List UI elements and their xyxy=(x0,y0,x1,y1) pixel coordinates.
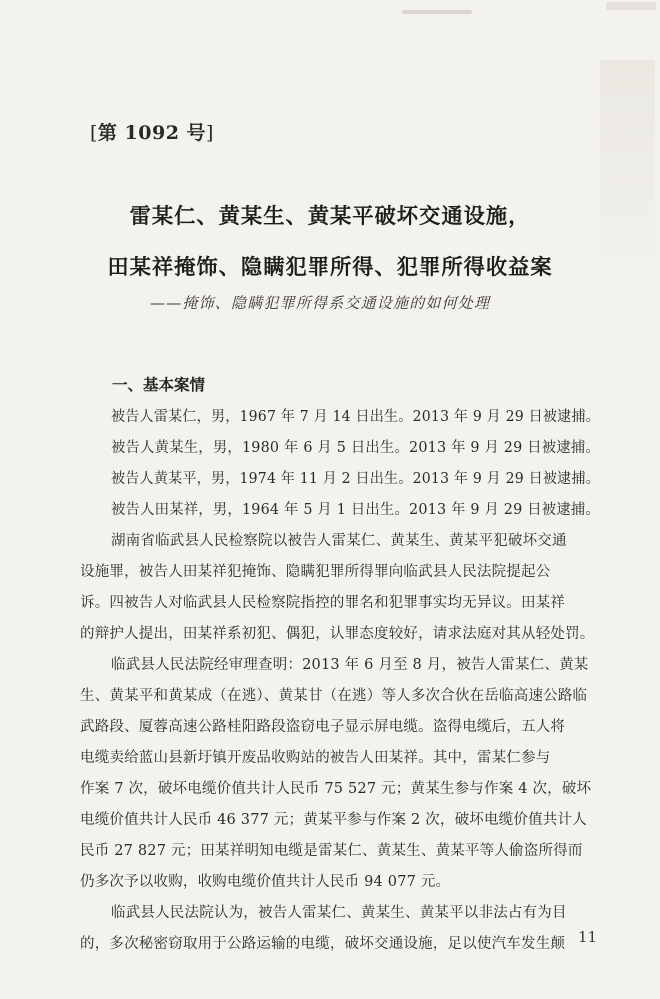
body-text-line: 被告人黄某平，男，1974 年 11 月 2 日出生。2013 年 9 月 29 日被逮捕。 xyxy=(111,471,601,487)
body-text-line: 电缆卖给蓝山县新圩镇开废品收购站的被告人田某祥。其中，雷某仁参与 xyxy=(80,750,551,766)
case-number-label: 第 1092 号 xyxy=(97,122,207,144)
body-text-line: 湖南省临武县人民检察院以被告人雷某仁、黄某生、黄某平犯破坏交通 xyxy=(111,533,567,549)
case-subtitle: ——掩饰、隐瞒犯罪所得系交通设施的如何处理 xyxy=(150,294,491,312)
body-text-line: 生、黄某平和黄某成（在逃）、黄某甘（在逃）等人多次合伙在岳临高速公路临 xyxy=(80,688,588,704)
scan-bleed-mark xyxy=(600,60,655,280)
body-text-line: 诉。四被告人对临武县人民检察院指控的罪名和犯罪事实均无异议。田某祥 xyxy=(80,595,566,611)
body-text-line: 民币 27 827 元；田某祥明知电缆是雷某仁、黄某生、黄某平等人偷盗所得而 xyxy=(80,843,583,859)
case-number-close-bracket: ] xyxy=(206,122,214,144)
body-text-line: 武路段、厦蓉高速公路桂阳路段盗窃电子显示屏电缆。盗得电缆后，五人将 xyxy=(80,719,566,735)
body-text-line: 仍多次予以收购，收购电缆价值共计人民币 94 077 元。 xyxy=(80,874,451,890)
body-text-line: 的，多次秘密窃取用于公路运输的电缆，破坏交通设施，足以使汽车发生颠 xyxy=(80,936,566,952)
body-text-line: 设施罪，被告人田某祥犯掩饰、隐瞒犯罪所得罪向临武县人民法院提起公 xyxy=(80,564,551,580)
body-text-line: 被告人黄某生，男，1980 年 6 月 5 日出生。2013 年 9 月 29 日被逮捕。 xyxy=(111,440,600,456)
case-title-line-1: 雷某仁、黄某生、黄某平破坏交通设施， xyxy=(129,204,531,229)
scan-bleed-mark xyxy=(402,10,472,14)
body-text-line: 被告人田某祥，男，1964 年 5 月 1 日出生。2013 年 9 月 29 日被逮捕。 xyxy=(111,502,600,518)
body-text-line: 临武县人民法院经审理查明：2013 年 6 月至 8 月，被告人雷某仁、黄某 xyxy=(111,657,589,673)
scan-bleed-mark xyxy=(606,2,656,10)
body-text-line: 被告人雷某仁，男，1967 年 7 月 14 日出生。2013 年 9 月 29 日被逮捕。 xyxy=(111,409,601,425)
body-text-line: 作案 7 次，破坏电缆价值共计人民币 75 527 元；黄某生参与作案 4 次，破坏 xyxy=(80,781,592,797)
body-text-line: 的辩护人提出，田某祥系初犯、偶犯，认罪态度较好，请求法庭对其从轻处罚。 xyxy=(80,626,595,642)
section-heading: 一、基本案情 xyxy=(112,376,206,394)
page-number: 11 xyxy=(578,928,598,946)
case-title-line-2: 田某祥掩饰、隐瞒犯罪所得、犯罪所得收益案 xyxy=(107,255,553,280)
body-text-line: 临武县人民法院认为，被告人雷某仁、黄某生、黄某平以非法占有为目 xyxy=(111,905,567,921)
case-number-open-bracket: [ xyxy=(90,122,98,144)
body-text-line: 电缆价值共计人民币 46 377 元；黄某平参与作案 2 次，破坏电缆价值共计人 xyxy=(80,812,587,828)
case-number xyxy=(90,118,214,145)
